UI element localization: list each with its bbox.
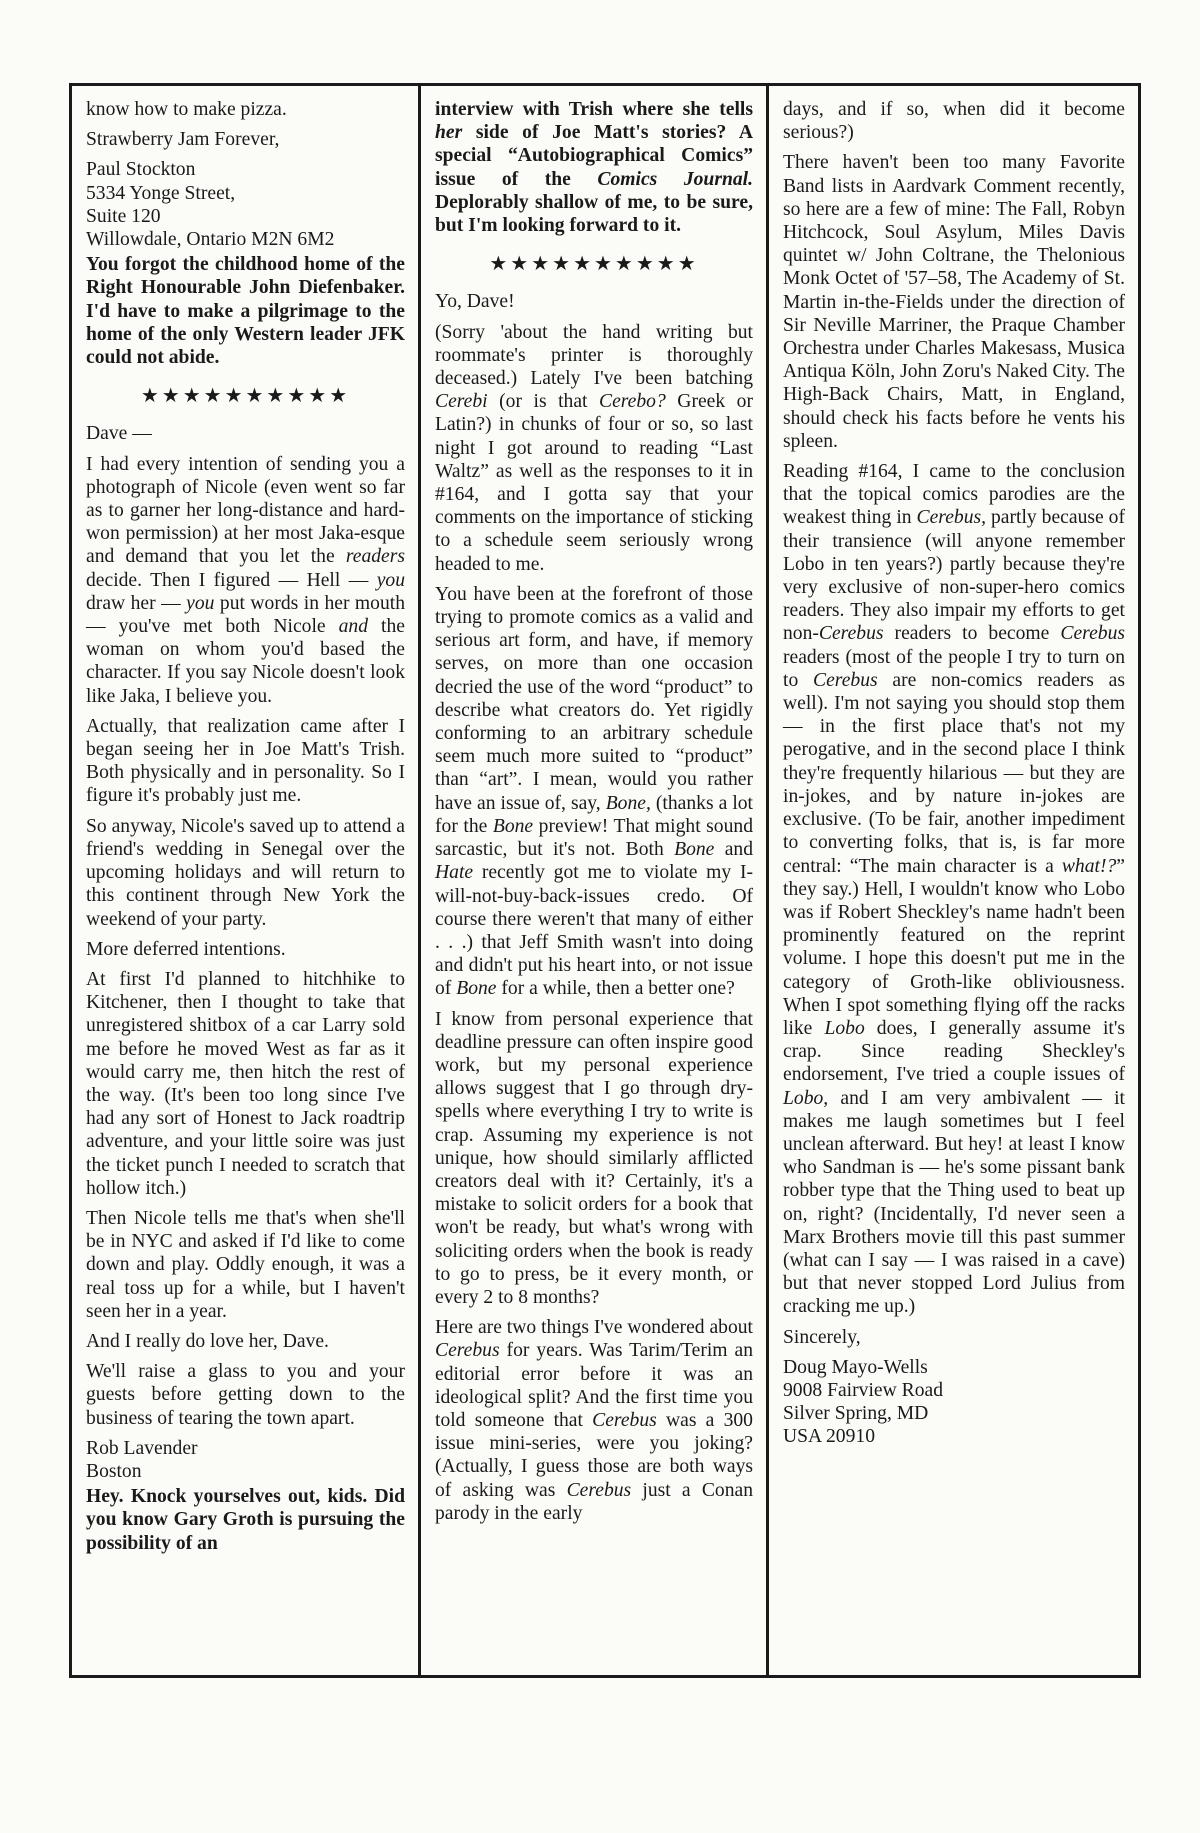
letters-page-frame: [69, 83, 1141, 1678]
letter-paragraph: Reading #164, I came to the conclusion that the topical comics parodies are the weakest thing in Cerebus, partly because of their transience (will anyone remember Lobo in ten years?) partly because they're very exclusive of non-super-hero comics readers. They also impair my efforts to get non-Cerebus readers to become Cerebus readers (most of the people I try to turn on to Cerebus are non-comics readers as well). I'm not saying you should stop them — in the first place that's not my perogative, and in the second place I think they're frequently hilarious — but they are in-jokes, and by nature in-jokes are exclusive. (To be fair, another impediment to converting folks, that is, is far more central: “The main character is a what!?” they say.) Hell, I wouldn't know who Lobo was if Robert Sheckley's name hadn't been prominently featured on the reprint volume. I hope this doesn't put me in the category of Groth-like obliviousness. When I spot something flying off the racks like Lobo does, I generally assume it's crap. Since reading Sheckley's endorsement, I've tried a couple issues of Lobo, and I am very ambivalent — it makes me laugh sometimes but I feel unclean afterward. But hey! at least I know who Sandman is — he's some pissant bank robber type that the Thing used to beat up on, right? (Incidentally, I'd never seen a Marx Brothers movie till this past summer (what can I say — I was raised in a cave) but that never stopped Lord Julius from cracking me up.): [783, 461, 1126, 1318]
section-divider-stars: ★★★★★★★★★★: [140, 385, 351, 408]
letter-paragraph: And I really do love her, Dave.: [86, 1330, 329, 1352]
letter-paragraph: We'll raise a glass to you and your guests before getting down to the business of tearing the town apart.: [86, 1361, 405, 1429]
letter-paragraph: days, and if so, when did it become serious?): [783, 99, 1125, 144]
letter-address: Doug Mayo-Wells 9008 Fairview Road Silver Spring, MD USA 20910: [783, 1356, 943, 1448]
column-3: [766, 86, 1138, 1675]
letter-paragraph: Then Nicole tells me that's when she'll be in NYC and asked if I'd like to come down and play. Oddly enough, it was a real toss up for a while, but I haven't seen her in a year.: [86, 1207, 405, 1322]
letter-paragraph: More deferred intentions.: [86, 938, 286, 960]
letter-paragraph: (Sorry 'about the hand writing but roommate's printer is thoroughly deceased.) Lately I've been batching Cerebi (or is that Cerebo? Greek or Latin?) in chunks of four or so, so last night I got around to reading “Last Waltz” as well as the responses to it in #164, and I gotta say that your comments on the importance of sticking to a schedule seem seriously wrong headed to me.: [435, 321, 753, 575]
letter-salutation: Yo, Dave!: [435, 291, 515, 313]
letter-paragraph: You have been at the forefront of those trying to promote comics as a valid and serious art form, and have, if memory serves, on more than one occasion decried the use of the word “product” to describe what creators do. Yet rigidly conforming to an arbitrary schedule seem much more suited to “product” than “art”. I mean, would you rather have an issue of, say, Bone, (thanks a lot for the Bone preview! That might sound sarcastic, but it's not. Both Bone and Hate recently got me to violate my I-will-not-buy-back-issues credo. Of course there weren't that many of either . . .) that Jeff Smith wasn't into doing and didn't put his heart into, or not issue of Bone for a while, then a better one?: [435, 583, 753, 1000]
letter-paragraph: Here are two things I've wondered about Cerebus for years. Was Tarim/Terim an editorial error before it was an ideological split? And the first time you told someone that Cerebus was a 300 issue mini-series, were you joking? (Actually, I guess those are both ways of asking was Cerebus just a Conan parody in the early: [435, 1317, 754, 1524]
letter-paragraph: I had every intention of sending you a photograph of Nicole (even went so far as to garner her long-distance and hard-won permission) at her most Jaka-esque and demand that you let the readers decide. Then I figured — Hell — you draw her — you put words in her mouth — you've met both Nicole and the woman on whom you'd based the character. If you say Nicole doesn't look like Jaka, I believe you.: [86, 453, 405, 707]
column-1: [72, 86, 418, 1675]
column-2: [418, 86, 766, 1675]
letter-paragraph: So anyway, Nicole's saved up to attend a friend's wedding in Senegal over the upcoming holidays and will return to this continent through New York the weekend of your party.: [86, 815, 405, 930]
letter-closing: Sincerely,: [783, 1326, 861, 1348]
letter-paragraph: At first I'd planned to hitchhike to Kitchener, then I thought to take that unregistered shitbox of a car Larry sold me before he moved West as far as it would carry me, then hitch the rest of the way. (It's been too long since I've had any sort of Honest to Jack roadtrip adventure, and your little soire was just the ticket punch I needed to scratch that hollow itch.): [86, 968, 405, 1199]
section-divider-stars: ★★★★★★★★★★: [489, 253, 699, 276]
letter-fragment: know how to make pizza.: [86, 99, 287, 120]
letter-signature: Rob Lavender Boston: [86, 1437, 198, 1482]
letter-address: Paul Stockton 5334 Yonge Street, Suite 120 Willowdale, Ontario M2N 6M2: [86, 159, 335, 251]
letter-signoff: Strawberry Jam Forever,: [86, 129, 280, 151]
editor-reply: Hey. Knock yourselves out, kids. Did you know Gary Groth is pursuing the possibility of an: [86, 1486, 405, 1554]
editor-reply: interview with Trish where she tells her side of Joe Matt's stories? A special “Autobiographical Comics” issue of the Comics Journal. Deplorably shallow of me, to be sure, but I'm looking forward to it.: [435, 99, 753, 237]
letter-salutation: Dave —: [86, 423, 152, 445]
letter-paragraph: I know from personal experience that deadline pressure can often inspire good work, but my personal experience allows suggest that I go through dry-spells where everything I try to write is crap. Assuming my experience is not unique, how should similarly afflicted creators deal with it? Certainly, it's a mistake to solicit orders for a book that won't be ready, but what's wrong with soliciting orders when the book is ready to go to press, be it every month, or every 2 to 8 months?: [435, 1008, 753, 1308]
editor-reply: You forgot the childhood home of the Right Honourable John Diefenbaker. I'd have to make a pilgrimage to the home of the only Western leader JFK could not abide.: [86, 254, 405, 369]
letter-paragraph: There haven't been too many Favorite Band lists in Aardvark Comment recently, so here are a few of mine: The Fall, Robyn Hitchcock, Soul Asylum, Miles Davis quintet w/ John Coltrane, the Thelonious Monk Octet of '57–58, The Academy of St. Martin in-the-Fields under the direction of Sir Neville Marriner, the Praque Chamber Orchestra under Charles Makesass, Musica Antiqua Köln, John Zoru's Naked City. The High-Back Chairs, Matt, in England, should check his facts before he vents his spleen.: [783, 152, 1125, 452]
letter-paragraph: Actually, that realization came after I began seeing her in Joe Matt's Trish. Both physically and in personality. So I figure it's probably just me.: [86, 715, 405, 807]
